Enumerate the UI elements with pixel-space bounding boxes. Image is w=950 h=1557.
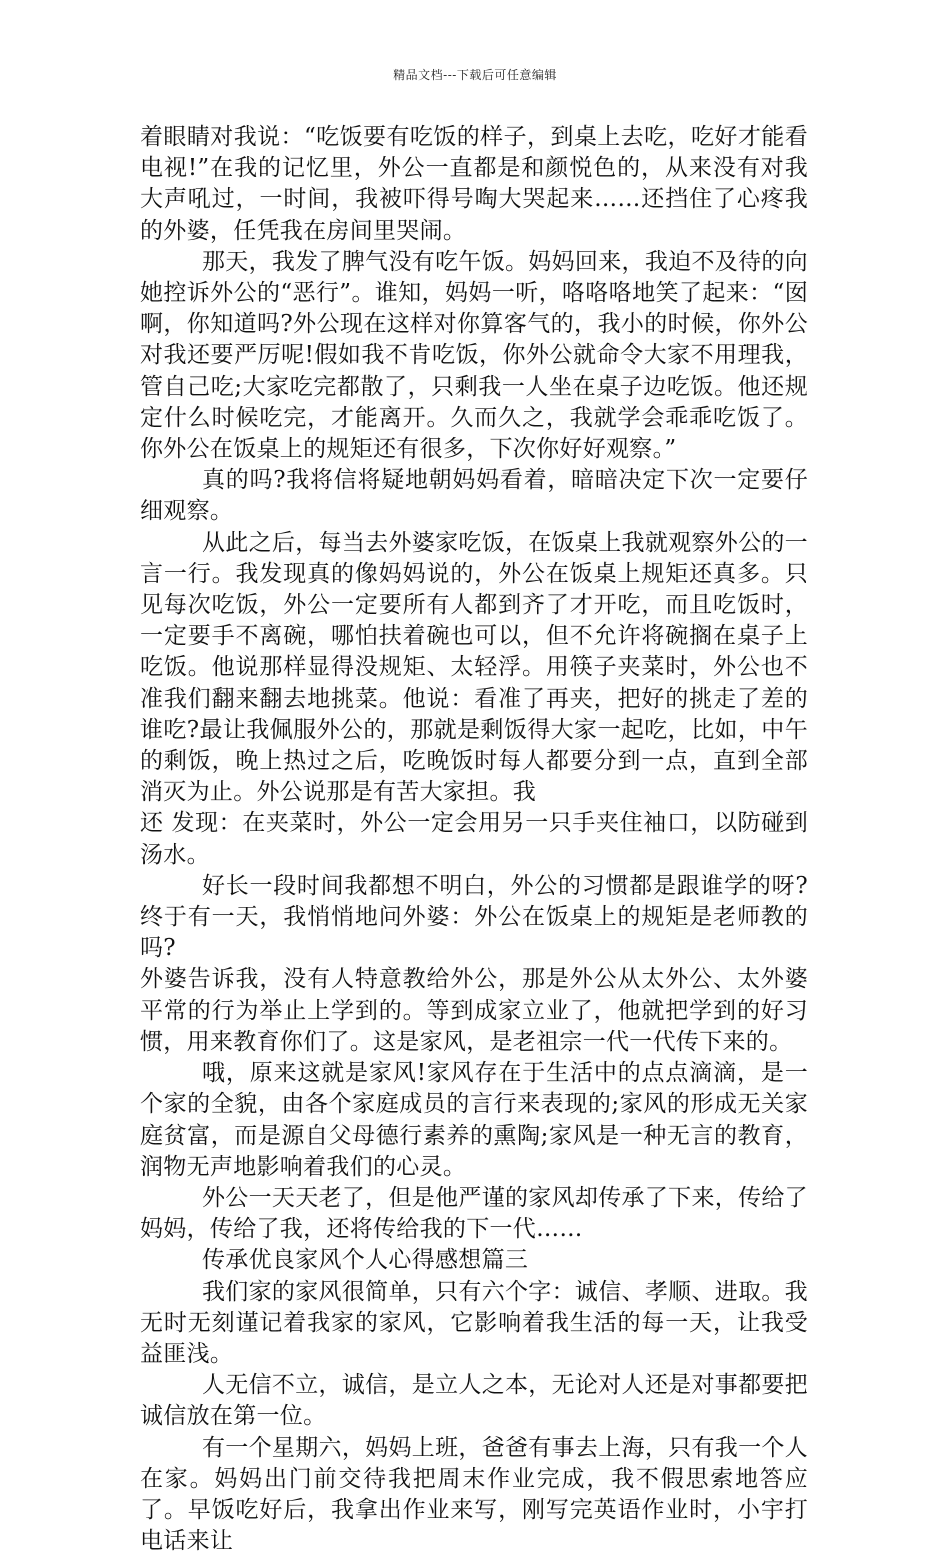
section-heading: 传承优良家风个人心得感想篇三 — [202, 1247, 529, 1274]
paragraph-12: 有一个星期六，妈妈上班，爸爸有事去上海，只有我一个人在家。妈妈出门前交待我把周末作业完成，我不假思索地答应了。早饭吃好后，我拿出作业来写，刚写完英语作业时，小宇打电话来让 — [140, 1434, 808, 1555]
paragraph-1: 着眼睛对我说：“吃饭要有吃饭的样子，到桌上去吃，吃好才能看电视!”在我的记忆里，外公一直都是和颜悦色的，从来没有对我大声吼过，一时间，我被吓得号啕大哭起来……还挡住了心疼我的外婆，任凭我在房间里哭闹。 — [140, 124, 808, 244]
paragraph-4: 从此之后，每当去外婆家吃饭，在饭桌上我就观察外公的一言一行。我发现真的像妈妈说的，外公在饭桌上规矩还真多。只见每次吃饭，外公一定要所有人都到齐了才开吃，而且吃饭时，一定要手不离碗，哪怕扶着碗也可以，但不允许将碗搁在桌子上吃饭。他说那样显得没规矩、太轻浮。用筷子夹菜时，外公也不准我们翻来翻去地挑菜。他说：看准了再夹，把好的挑走了差的谁吃?最让我佩服外公的，那就是剩饭得大家一起吃，比如，中午的剩饭，晚上热过之后，吃晚饭时每人都要分到一点，直到全部消灭为止。外公说那是有苦大家担。我 — [140, 529, 808, 806]
paragraph-7: 外婆告诉我，没有人特意教给外公，那是外公从太外公、太外婆平常的行为举止上学到的。等到成家立业了，他就把学到的好习惯，用来教育你们了。这是家风，是老祖宗一代一代传下来的。 — [140, 966, 808, 1055]
paragraph-3: 真的吗?我将信将疑地朝妈妈看着，暗暗决定下次一定要仔细观察。 — [140, 467, 808, 525]
paragraph-6: 好长一段时间我都想不明白，外公的习惯都是跟谁学的呀?终于有一天，我悄悄地问外婆：外公在饭桌上的规矩是老师教的吗? — [140, 872, 808, 962]
paragraph-5: 还 发现：在夹菜时，外公一定会用另一只手夹住袖口，以防碰到汤水。 — [140, 810, 808, 868]
paragraph-2: 那天，我发了脾气没有吃午饭。妈妈回来，我迫不及待的向她控诉外公的“恶行”。谁知，妈妈一听，咯咯咯地笑了起来：“囡啊，你知道吗?外公现在这样对你算客气的，我小的时候，你外公对我还要严厉呢!假如我不肯吃饭，你外公就命令大家不用理我，管自己吃;大家吃完都散了，只剩我一人坐在桌子边吃饭。他还规定什么时候吃完，才能离开。久而久之，我就学会乖乖吃饭了。你外公在饭桌上的规矩还有很多，下次你好好观察。” — [140, 248, 808, 463]
page-header: 精品文档---下载后可任意编辑 — [393, 68, 557, 82]
paragraph-11: 人无信不立，诚信，是立人之本，无论对人还是对事都要把诚信放在第一位。 — [140, 1372, 808, 1430]
document-body — [140, 122, 808, 1557]
paragraph-10: 我们家的家风很简单，只有六个字：诚信、孝顺、进取。我无时无刻谨记着我家的家风，它影响着我生活的每一天，让我受益匪浅。 — [140, 1278, 808, 1367]
paragraph-8: 哦，原来这就是家风!家风存在于生活中的点点滴滴，是一个家的全貌，由各个家庭成员的言行来表现的;家风的形成无关家庭贫富，而是源自父母德行素养的熏陶;家风是一种无言的教育，润物无声地影响着我们的心灵。 — [140, 1060, 808, 1180]
paragraph-9: 外公一天天老了，但是他严谨的家风却传承了下来，传给了妈妈，传给了我，还将传给我的下一代…… — [140, 1184, 808, 1243]
